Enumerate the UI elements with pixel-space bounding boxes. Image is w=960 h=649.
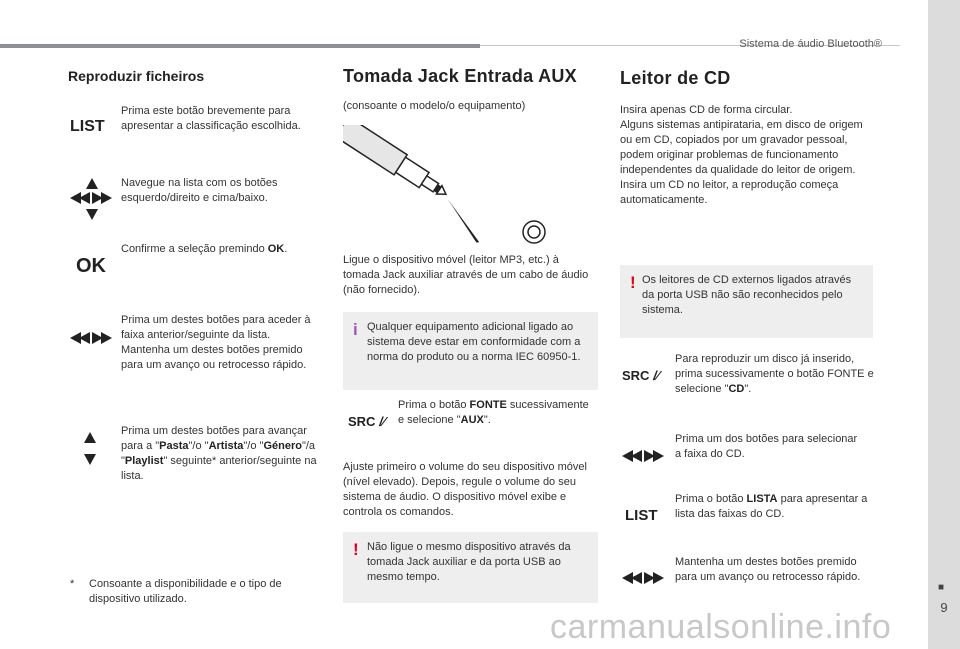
heading-reproduzir: Reproduzir ficheiros — [68, 68, 205, 84]
adjust-description: Ajuste primeiro o volume do seu dispositivo móvel (nível elevado). Depois, regule o volume do seu sistema de áudio. O dispositivo móvel exibe e controla os comandos. — [343, 461, 587, 518]
cd-src-button-icon: SRC /∕ — [622, 368, 659, 383]
jack-subtitle: (consoante o modelo/o equipamento) — [343, 100, 526, 112]
jack-plug-illustration — [343, 125, 553, 245]
warning-icon: ! — [353, 540, 359, 559]
warning-text: Não ligue o mesmo dispositivo através da tomada Jack auxiliar e da porta USB ao mesmo tempo. — [367, 541, 571, 583]
src-description: Prima o botão FONTE sucessivamente e selecione "AUX". — [398, 399, 589, 426]
list-icon: LIST — [70, 118, 105, 135]
header-rule — [0, 44, 480, 48]
skip-icon — [70, 332, 114, 344]
side-tab — [928, 0, 960, 649]
cd-ff-icon — [622, 572, 666, 584]
page-marker: ■ — [938, 582, 945, 593]
section-title: Sistema de áudio Bluetooth® — [739, 38, 882, 50]
cd-ff-description: Mantenha um destes botões premido para um avanço ou retrocesso rápido. — [675, 556, 861, 583]
cd-list-description: Prima o botão LISTA para apresentar a lista das faixas do CD. — [675, 493, 868, 520]
nav-description: Navegue na lista com os botões esquerdo/direito e cima/baixo. — [121, 177, 278, 204]
watermark: carmanualsonline.info — [550, 608, 892, 646]
info-text: Qualquer equipamento adicional ligado ao sistema deve estar em conformidade com a norma do produto ou a norma IEC 60950-1. — [367, 321, 581, 363]
cd-warning-text: Os leitores de CD externos ligados através da porta USB não são reconhecidos pelo sistema. — [642, 274, 852, 316]
cd-skip-description: Prima um dos botões para selecionar a faixa do CD. — [675, 433, 858, 460]
cd-skip-icon — [622, 450, 666, 462]
heading-jack: Tomada Jack Entrada AUX — [343, 66, 577, 86]
cd-src-description: Para reproduzir um disco já inserido, prima sucessivamente o botão FONTE e selecione "CD". — [675, 353, 874, 395]
src-button-icon: SRC /∕ — [348, 414, 385, 429]
heading-cd: Leitor de CD — [620, 68, 731, 88]
up-down-icon — [84, 432, 96, 466]
cd-warning-icon: ! — [630, 273, 636, 292]
info-note — [343, 312, 598, 390]
skip-description: Prima um destes botões para aceder à faixa anterior/seguinte da lista. Mantenha um destes botões premido para um avanço ou retrocesso rápido. — [121, 314, 311, 371]
list-description: Prima este botão brevemente para apresentar a classificação escolhida. — [121, 105, 301, 132]
page-number: 9 — [940, 600, 948, 615]
cd-intro: Insira apenas CD de forma circular. Alguns sistemas antipirataria, em disco de origem ou em CD, copiados por um gravador pessoal, podem originar problemas de funcionamento independentes da qualidade do leitor de origem. Insira um CD no leitor, a reprodução começa automaticamente. — [620, 104, 863, 206]
updown-description: Prima um destes botões para avançar para a "Pasta"/o "Artista"/o "Género"/a "Playlist" seguinte* anterior/seguinte na lista. — [121, 425, 317, 482]
connect-description: Ligue o dispositivo móvel (leitor MP3, etc.) à tomada Jack auxiliar através de um cabo de áudio (não fornecido). — [343, 254, 589, 296]
arrows-4way-icon — [70, 178, 114, 220]
info-icon: i — [353, 320, 358, 339]
footnote-mark: * — [70, 578, 75, 590]
ok-description: Confirme a seleção premindo OK. — [121, 243, 288, 255]
footnote: Consoante a disponibilidade e o tipo de dispositivo utilizado. — [89, 578, 282, 605]
cd-warning-note — [620, 265, 873, 338]
ok-icon: OK — [76, 255, 106, 277]
cd-list-icon: LIST — [625, 507, 658, 524]
warning-note — [343, 532, 598, 603]
